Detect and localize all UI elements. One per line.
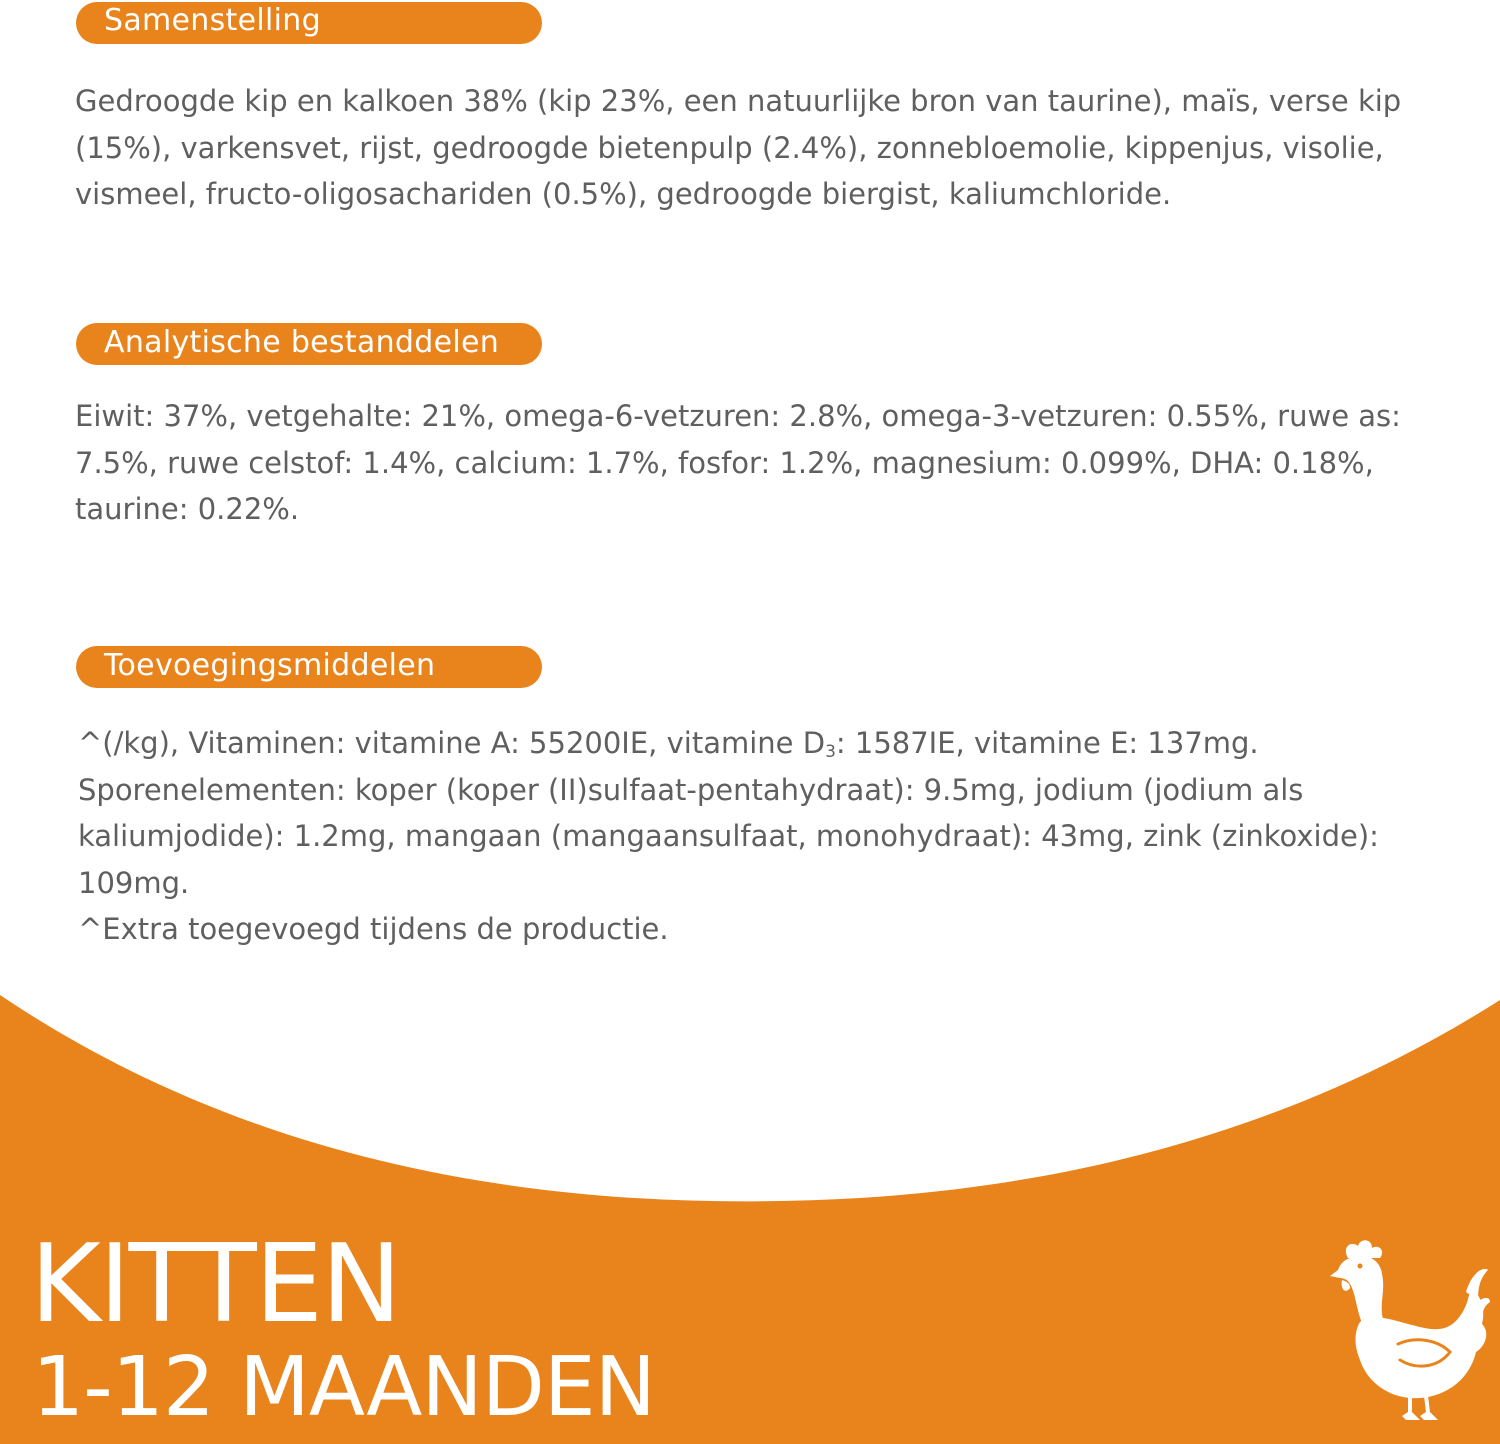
toevoegingsmiddelen-text [78, 720, 1468, 953]
vitamin-d-subscript: 3 [825, 742, 836, 762]
section-heading-samenstelling: Samenstelling [76, 2, 542, 44]
chicken-icon [1320, 1236, 1490, 1426]
vitamins-text-end: : 1587IE, vitamine E: 137mg. [835, 726, 1259, 760]
product-age-range: 1-12 MAANDEN [32, 1340, 656, 1435]
vitamins-line [78, 720, 1468, 767]
section-heading-analytische-bestanddelen: Analytische bestanddelen [76, 323, 542, 365]
trace-elements-line: Sporenelementen: koper (koper (II)sulfaat-pentahydraat): 9.5mg, jodium (jodium als kaliumjodide): 1.2mg, mangaan (mangaansulfaat, monohydraat): 43mg, zink (zinkoxide): 109mg. [78, 772, 1379, 900]
product-title: KITTEN [30, 1222, 400, 1347]
vitamins-text: ^(/kg), Vitaminen: vitamine A: 55200IE, vitamine D [78, 726, 826, 760]
production-note: ^Extra toegevoegd tijdens de productie. [78, 912, 669, 946]
samenstelling-text: Gedroogde kip en kalkoen 38% (kip 23%, een natuurlijke bron van taurine), maïs, verse kip (15%), varkensvet, rijst, gedroogde bietenpulp (2.4%), zonnebloemolie, kippenjus, visolie, vismeel, fructo-oligosachariden (0.5%), gedroogde biergist, kaliumchloride. [75, 84, 1402, 211]
section-heading-toevoegingsmiddelen: Toevoegingsmiddelen [76, 646, 542, 688]
analytische-bestanddelen-text: Eiwit: 37%, vetgehalte: 21%, omega-6-vetzuren: 2.8%, omega-3-vetzuren: 0.55%, ruwe as: 7.5%, ruwe celstof: 1.4%, calcium: 1.7%, fosfor: 1.2%, magnesium: 0.099%, DHA: 0.18%, taurine: 0.22%. [75, 399, 1401, 526]
